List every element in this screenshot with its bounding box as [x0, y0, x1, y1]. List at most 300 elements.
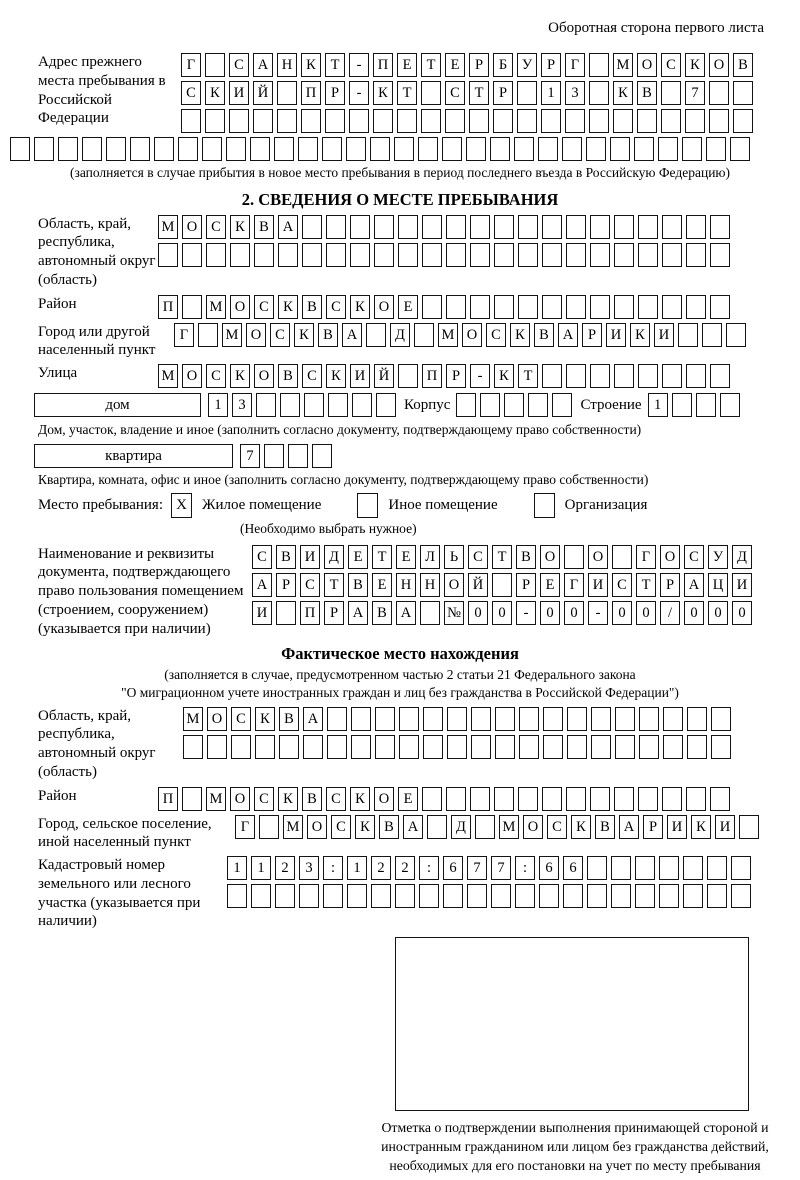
char-cell[interactable]: Й: [468, 573, 488, 597]
char-cell[interactable]: Т: [469, 81, 489, 105]
char-cell[interactable]: [686, 295, 706, 319]
char-cell[interactable]: [634, 137, 654, 161]
char-cell[interactable]: [635, 884, 655, 908]
char-cell[interactable]: О: [230, 295, 250, 319]
char-cell[interactable]: [687, 707, 707, 731]
char-cell[interactable]: 6: [563, 856, 583, 880]
char-cell[interactable]: [518, 243, 538, 267]
char-cell[interactable]: [587, 856, 607, 880]
char-cell[interactable]: 3: [299, 856, 319, 880]
char-cell[interactable]: [590, 243, 610, 267]
char-cell[interactable]: [567, 707, 587, 731]
char-cell[interactable]: И: [350, 364, 370, 388]
char-cell[interactable]: [395, 884, 415, 908]
char-cell[interactable]: [638, 295, 658, 319]
char-cell[interactable]: Д: [732, 545, 752, 569]
char-cell[interactable]: [182, 295, 202, 319]
char-cell[interactable]: [658, 137, 678, 161]
char-cell[interactable]: [325, 109, 345, 133]
char-cell[interactable]: [639, 735, 659, 759]
char-cell[interactable]: [229, 109, 249, 133]
char-cell[interactable]: 1: [648, 393, 668, 417]
char-cell[interactable]: [301, 109, 321, 133]
char-cell[interactable]: О: [230, 787, 250, 811]
char-cell[interactable]: [587, 884, 607, 908]
char-cell[interactable]: 0: [708, 601, 728, 625]
char-cell[interactable]: [351, 707, 371, 731]
char-cell[interactable]: [706, 137, 726, 161]
char-cell[interactable]: К: [510, 323, 530, 347]
char-cell[interactable]: [264, 444, 284, 468]
char-cell[interactable]: И: [732, 573, 752, 597]
char-cell[interactable]: [591, 735, 611, 759]
char-cell[interactable]: В: [279, 707, 299, 731]
char-cell[interactable]: [566, 364, 586, 388]
char-cell[interactable]: [591, 707, 611, 731]
char-cell[interactable]: [422, 295, 442, 319]
char-cell[interactable]: [490, 137, 510, 161]
char-cell[interactable]: Е: [396, 545, 416, 569]
char-cell[interactable]: [255, 735, 275, 759]
char-cell[interactable]: [106, 137, 126, 161]
char-cell[interactable]: [518, 295, 538, 319]
char-cell[interactable]: С: [231, 707, 251, 731]
char-cell[interactable]: 7: [240, 444, 260, 468]
char-cell[interactable]: С: [254, 295, 274, 319]
char-cell[interactable]: В: [348, 573, 368, 597]
confirmation-stamp-box[interactable]: [395, 937, 749, 1111]
char-cell[interactable]: С: [302, 364, 322, 388]
char-cell[interactable]: [298, 137, 318, 161]
char-cell[interactable]: [637, 109, 657, 133]
stay-type-checkbox-other[interactable]: [357, 493, 378, 518]
char-cell[interactable]: Г: [564, 573, 584, 597]
char-cell[interactable]: [495, 735, 515, 759]
char-cell[interactable]: Й: [253, 81, 273, 105]
char-cell[interactable]: [422, 243, 442, 267]
char-cell[interactable]: Г: [235, 815, 255, 839]
char-cell[interactable]: [418, 137, 438, 161]
char-cell[interactable]: Т: [421, 53, 441, 77]
char-cell[interactable]: [427, 815, 447, 839]
char-cell[interactable]: [543, 707, 563, 731]
char-cell[interactable]: [543, 735, 563, 759]
char-cell[interactable]: [346, 137, 366, 161]
char-cell[interactable]: [564, 545, 584, 569]
char-cell[interactable]: Р: [541, 53, 561, 77]
char-cell[interactable]: [420, 601, 440, 625]
char-cell[interactable]: [494, 787, 514, 811]
char-cell[interactable]: [207, 735, 227, 759]
char-cell[interactable]: [251, 884, 271, 908]
char-cell[interactable]: [566, 215, 586, 239]
char-cell[interactable]: [663, 707, 683, 731]
char-cell[interactable]: [227, 884, 247, 908]
char-cell[interactable]: П: [300, 601, 320, 625]
char-cell[interactable]: 2: [395, 856, 415, 880]
char-cell[interactable]: [707, 884, 727, 908]
char-cell[interactable]: Е: [372, 573, 392, 597]
char-cell[interactable]: В: [534, 323, 554, 347]
char-cell[interactable]: [422, 787, 442, 811]
char-cell[interactable]: [259, 815, 279, 839]
char-cell[interactable]: [682, 137, 702, 161]
char-cell[interactable]: Р: [276, 573, 296, 597]
char-cell[interactable]: О: [588, 545, 608, 569]
char-cell[interactable]: [447, 735, 467, 759]
char-cell[interactable]: К: [571, 815, 591, 839]
char-cell[interactable]: [542, 787, 562, 811]
char-cell[interactable]: [635, 856, 655, 880]
char-cell[interactable]: [421, 109, 441, 133]
char-cell[interactable]: [492, 573, 512, 597]
char-cell[interactable]: К: [350, 295, 370, 319]
char-cell[interactable]: [586, 137, 606, 161]
char-cell[interactable]: [326, 215, 346, 239]
char-cell[interactable]: [663, 735, 683, 759]
char-cell[interactable]: М: [613, 53, 633, 77]
char-cell[interactable]: А: [278, 215, 298, 239]
char-cell[interactable]: [205, 53, 225, 77]
char-cell[interactable]: [494, 215, 514, 239]
char-cell[interactable]: [515, 884, 535, 908]
char-cell[interactable]: А: [396, 601, 416, 625]
char-cell[interactable]: Т: [492, 545, 512, 569]
char-cell[interactable]: [375, 707, 395, 731]
char-cell[interactable]: К: [613, 81, 633, 105]
char-cell[interactable]: А: [348, 601, 368, 625]
char-cell[interactable]: Т: [324, 573, 344, 597]
char-cell[interactable]: [707, 856, 727, 880]
char-cell[interactable]: Е: [348, 545, 368, 569]
char-cell[interactable]: С: [326, 787, 346, 811]
char-cell[interactable]: 1: [208, 393, 228, 417]
char-cell[interactable]: [326, 243, 346, 267]
char-cell[interactable]: [686, 787, 706, 811]
char-cell[interactable]: Г: [174, 323, 194, 347]
char-cell[interactable]: Р: [643, 815, 663, 839]
char-cell[interactable]: П: [373, 53, 393, 77]
char-cell[interactable]: [154, 137, 174, 161]
char-cell[interactable]: [563, 884, 583, 908]
char-cell[interactable]: [493, 109, 513, 133]
char-cell[interactable]: [662, 215, 682, 239]
char-cell[interactable]: О: [182, 364, 202, 388]
char-cell[interactable]: О: [660, 545, 680, 569]
char-cell[interactable]: 0: [492, 601, 512, 625]
char-cell[interactable]: -: [349, 81, 369, 105]
char-cell[interactable]: [659, 856, 679, 880]
char-cell[interactable]: [198, 323, 218, 347]
char-cell[interactable]: [518, 787, 538, 811]
char-cell[interactable]: [471, 735, 491, 759]
char-cell[interactable]: [610, 137, 630, 161]
char-cell[interactable]: Т: [397, 81, 417, 105]
char-cell[interactable]: П: [158, 787, 178, 811]
char-cell[interactable]: О: [374, 787, 394, 811]
char-cell[interactable]: [230, 243, 250, 267]
char-cell[interactable]: [614, 243, 634, 267]
char-cell[interactable]: [590, 295, 610, 319]
char-cell[interactable]: А: [558, 323, 578, 347]
char-cell[interactable]: [277, 81, 297, 105]
char-cell[interactable]: [565, 109, 585, 133]
char-cell[interactable]: [517, 81, 537, 105]
char-cell[interactable]: [589, 53, 609, 77]
char-cell[interactable]: [590, 787, 610, 811]
char-cell[interactable]: [254, 243, 274, 267]
char-cell[interactable]: [253, 109, 273, 133]
char-cell[interactable]: 0: [732, 601, 752, 625]
char-cell[interactable]: [685, 109, 705, 133]
char-cell[interactable]: [274, 137, 294, 161]
char-cell[interactable]: К: [373, 81, 393, 105]
char-cell[interactable]: [566, 787, 586, 811]
char-cell[interactable]: С: [254, 787, 274, 811]
char-cell[interactable]: [371, 884, 391, 908]
char-cell[interactable]: В: [276, 545, 296, 569]
char-cell[interactable]: В: [516, 545, 536, 569]
char-cell[interactable]: [638, 787, 658, 811]
char-cell[interactable]: [662, 787, 682, 811]
char-cell[interactable]: [446, 787, 466, 811]
char-cell[interactable]: В: [595, 815, 615, 839]
char-cell[interactable]: У: [708, 545, 728, 569]
char-cell[interactable]: [611, 884, 631, 908]
char-cell[interactable]: [280, 393, 300, 417]
char-cell[interactable]: [539, 884, 559, 908]
char-cell[interactable]: О: [182, 215, 202, 239]
char-cell[interactable]: [130, 137, 150, 161]
char-cell[interactable]: [158, 243, 178, 267]
char-cell[interactable]: [709, 81, 729, 105]
char-cell[interactable]: [202, 137, 222, 161]
char-cell[interactable]: [304, 393, 324, 417]
char-cell[interactable]: [471, 707, 491, 731]
char-cell[interactable]: Е: [540, 573, 560, 597]
char-cell[interactable]: А: [252, 573, 272, 597]
char-cell[interactable]: [279, 735, 299, 759]
char-cell[interactable]: [447, 707, 467, 731]
char-cell[interactable]: [661, 81, 681, 105]
char-cell[interactable]: [517, 109, 537, 133]
char-cell[interactable]: К: [278, 295, 298, 319]
char-cell[interactable]: [470, 787, 490, 811]
char-cell[interactable]: О: [540, 545, 560, 569]
char-cell[interactable]: [494, 243, 514, 267]
char-cell[interactable]: [419, 884, 439, 908]
char-cell[interactable]: И: [606, 323, 626, 347]
char-cell[interactable]: [518, 215, 538, 239]
char-cell[interactable]: [350, 215, 370, 239]
char-cell[interactable]: [615, 707, 635, 731]
char-cell[interactable]: Р: [516, 573, 536, 597]
char-cell[interactable]: [528, 393, 548, 417]
char-cell[interactable]: [614, 295, 634, 319]
char-cell[interactable]: С: [229, 53, 249, 77]
char-cell[interactable]: [739, 815, 759, 839]
char-cell[interactable]: [711, 707, 731, 731]
char-cell[interactable]: Д: [451, 815, 471, 839]
char-cell[interactable]: А: [342, 323, 362, 347]
char-cell[interactable]: [615, 735, 635, 759]
char-cell[interactable]: [614, 787, 634, 811]
char-cell[interactable]: [504, 393, 524, 417]
char-cell[interactable]: П: [158, 295, 178, 319]
char-cell[interactable]: -: [588, 601, 608, 625]
char-cell[interactable]: [178, 137, 198, 161]
char-cell[interactable]: 1: [347, 856, 367, 880]
char-cell[interactable]: [370, 137, 390, 161]
char-cell[interactable]: С: [300, 573, 320, 597]
char-cell[interactable]: С: [206, 215, 226, 239]
char-cell[interactable]: Е: [445, 53, 465, 77]
char-cell[interactable]: [711, 735, 731, 759]
char-cell[interactable]: [423, 735, 443, 759]
char-cell[interactable]: К: [230, 215, 250, 239]
char-cell[interactable]: [710, 787, 730, 811]
char-cell[interactable]: В: [318, 323, 338, 347]
char-cell[interactable]: [10, 137, 30, 161]
char-cell[interactable]: [446, 215, 466, 239]
char-cell[interactable]: [710, 243, 730, 267]
char-cell[interactable]: 7: [685, 81, 705, 105]
char-cell[interactable]: [613, 109, 633, 133]
char-cell[interactable]: [611, 856, 631, 880]
char-cell[interactable]: [394, 137, 414, 161]
char-cell[interactable]: [731, 856, 751, 880]
char-cell[interactable]: [710, 364, 730, 388]
char-cell[interactable]: [183, 735, 203, 759]
char-cell[interactable]: С: [326, 295, 346, 319]
char-cell[interactable]: Р: [324, 601, 344, 625]
char-cell[interactable]: [328, 393, 348, 417]
char-cell[interactable]: 2: [371, 856, 391, 880]
char-cell[interactable]: [638, 243, 658, 267]
char-cell[interactable]: 1: [541, 81, 561, 105]
char-cell[interactable]: [422, 215, 442, 239]
char-cell[interactable]: С: [331, 815, 351, 839]
char-cell[interactable]: [182, 243, 202, 267]
char-cell[interactable]: [709, 109, 729, 133]
char-cell[interactable]: Г: [636, 545, 656, 569]
char-cell[interactable]: [589, 81, 609, 105]
char-cell[interactable]: [470, 243, 490, 267]
char-cell[interactable]: [567, 735, 587, 759]
char-cell[interactable]: В: [302, 787, 322, 811]
char-cell[interactable]: [710, 215, 730, 239]
char-cell[interactable]: [373, 109, 393, 133]
char-cell[interactable]: [710, 295, 730, 319]
char-cell[interactable]: С: [181, 81, 201, 105]
char-cell[interactable]: А: [303, 707, 323, 731]
char-cell[interactable]: Л: [420, 545, 440, 569]
char-cell[interactable]: [351, 735, 371, 759]
char-cell[interactable]: [638, 364, 658, 388]
char-cell[interactable]: [469, 109, 489, 133]
char-cell[interactable]: Н: [420, 573, 440, 597]
char-cell[interactable]: [519, 707, 539, 731]
char-cell[interactable]: [659, 884, 679, 908]
char-cell[interactable]: И: [300, 545, 320, 569]
char-cell[interactable]: В: [254, 215, 274, 239]
char-cell[interactable]: К: [230, 364, 250, 388]
char-cell[interactable]: П: [422, 364, 442, 388]
char-cell[interactable]: Т: [518, 364, 538, 388]
char-cell[interactable]: [231, 735, 251, 759]
char-cell[interactable]: Т: [636, 573, 656, 597]
char-cell[interactable]: [614, 364, 634, 388]
char-cell[interactable]: В: [379, 815, 399, 839]
char-cell[interactable]: [638, 215, 658, 239]
char-cell[interactable]: В: [637, 81, 657, 105]
char-cell[interactable]: [34, 137, 54, 161]
char-cell[interactable]: К: [326, 364, 346, 388]
char-cell[interactable]: М: [283, 815, 303, 839]
char-cell[interactable]: [612, 545, 632, 569]
char-cell[interactable]: [562, 137, 582, 161]
char-cell[interactable]: Д: [390, 323, 410, 347]
char-cell[interactable]: [541, 109, 561, 133]
char-cell[interactable]: Т: [372, 545, 392, 569]
char-cell[interactable]: [552, 393, 572, 417]
char-cell[interactable]: А: [684, 573, 704, 597]
char-cell[interactable]: О: [207, 707, 227, 731]
char-cell[interactable]: [414, 323, 434, 347]
char-cell[interactable]: [399, 735, 419, 759]
char-cell[interactable]: [683, 856, 703, 880]
char-cell[interactable]: [678, 323, 698, 347]
char-cell[interactable]: К: [301, 53, 321, 77]
char-cell[interactable]: Н: [396, 573, 416, 597]
char-cell[interactable]: [58, 137, 78, 161]
char-cell[interactable]: [470, 295, 490, 319]
char-cell[interactable]: [446, 243, 466, 267]
char-cell[interactable]: :: [323, 856, 343, 880]
char-cell[interactable]: -: [470, 364, 490, 388]
char-cell[interactable]: [347, 884, 367, 908]
char-cell[interactable]: [276, 601, 296, 625]
char-cell[interactable]: 0: [684, 601, 704, 625]
char-cell[interactable]: [250, 137, 270, 161]
char-cell[interactable]: Е: [397, 53, 417, 77]
char-cell[interactable]: [590, 215, 610, 239]
char-cell[interactable]: И: [588, 573, 608, 597]
char-cell[interactable]: [614, 215, 634, 239]
char-cell[interactable]: [443, 884, 463, 908]
char-cell[interactable]: [662, 243, 682, 267]
char-cell[interactable]: [733, 109, 753, 133]
char-cell[interactable]: С: [661, 53, 681, 77]
char-cell[interactable]: 0: [468, 601, 488, 625]
char-cell[interactable]: В: [278, 364, 298, 388]
char-cell[interactable]: [495, 707, 515, 731]
char-cell[interactable]: К: [691, 815, 711, 839]
char-cell[interactable]: [327, 707, 347, 731]
char-cell[interactable]: [423, 707, 443, 731]
char-cell[interactable]: [566, 295, 586, 319]
char-cell[interactable]: [702, 323, 722, 347]
char-cell[interactable]: [538, 137, 558, 161]
char-cell[interactable]: А: [619, 815, 639, 839]
char-cell[interactable]: Е: [398, 787, 418, 811]
char-cell[interactable]: Ц: [708, 573, 728, 597]
char-cell[interactable]: :: [419, 856, 439, 880]
char-cell[interactable]: [662, 364, 682, 388]
char-cell[interactable]: [181, 109, 201, 133]
char-cell[interactable]: [446, 295, 466, 319]
char-cell[interactable]: С: [612, 573, 632, 597]
